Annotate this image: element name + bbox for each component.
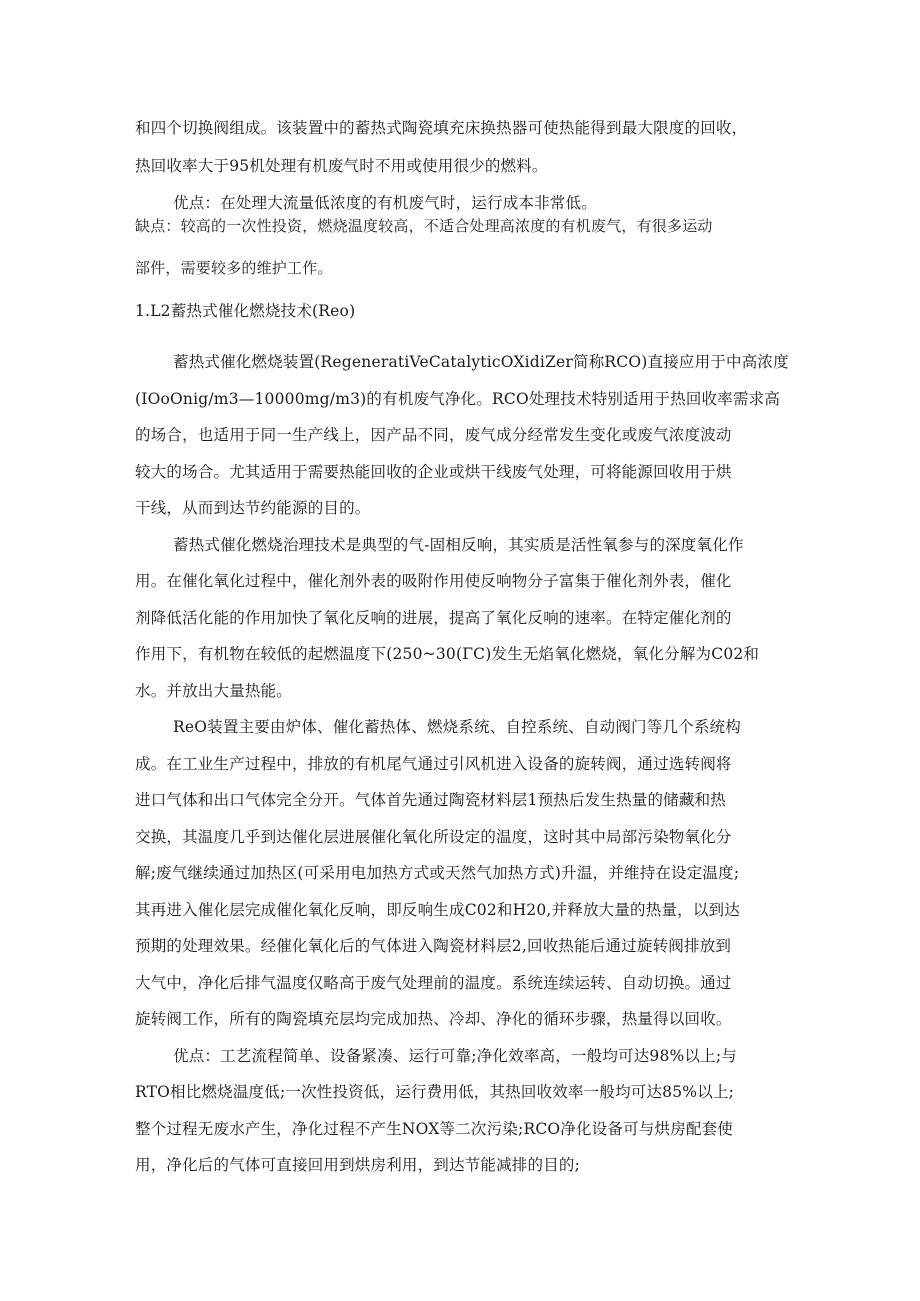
paragraph-line: 蓄热式催化燃烧装置(RegeneratiVeCatalyticOXidiZer简称RCO)直接应用于中高浓度	[173, 353, 789, 371]
paragraph-line: 水。并放出大量热能。	[135, 682, 293, 700]
paragraph-line: 作用下，有机物在较低的起燃温度下(250~30(ΓC)发生无焰氧化燃烧，氧化分解为C02和	[135, 645, 760, 663]
paragraph-line: 用。在催化氧化过程中，催化剂外表的吸附作用使反响物分子富集于催化剂外表，催化	[135, 572, 732, 590]
paragraph-line: 大气中，净化后排气温度仅略高于废气处理前的温度。系统连续运转、自动切换。通过	[135, 974, 732, 992]
paragraph-line: 和四个切换阀组成。该装置中的蓄热式陶瓷填充床换热器可使热能得到最大限度的回收，	[135, 119, 748, 137]
paragraph-line: (IOoOnig/m3—10000mg/m3)的有机废气净化。RCO处理技术特别适用于热回收率需求高	[135, 390, 781, 408]
paragraph-line: 解;废气继续通过加热区(可采用电加热方式或天然气加热方式)升温，并维持在设定温度;	[135, 864, 740, 882]
paragraph-line: 预期的处理效果。经催化氧化后的气体进入陶瓷材料层2,回收热能后通过旋转阀排放到	[135, 937, 732, 955]
paragraph-line: 整个过程无废水产生，净化过程不产生NOX等二次污染;RCO净化设备可与烘房配套使	[135, 1120, 733, 1138]
paragraph-line: ReO装置主要由炉体、催化蓄热体、燃烧系统、自控系统、自动阀门等几个系统构	[173, 718, 741, 736]
disadvantages-line: 缺点：较高的一次性投资，燃烧温度较高，不适合处理高浓度的有机废气，有很多运动	[135, 217, 713, 235]
paragraph-line: 旋转阀工作，所有的陶瓷填充层均完成加热、冷却、净化的循环步骤，热量得以回收。	[135, 1010, 732, 1028]
paragraph-line: 用，净化后的气体可直接回用到烘房利用，到达节能减排的目的;	[135, 1156, 581, 1174]
paragraph-line: 其再进入催化层完成催化氧化反响，即反响生成C02和H20,并释放大量的热量，以到达	[135, 901, 740, 919]
paragraph-line: 成。在工业生产过程中，排放的有机尾气通过引风机进入设备的旋转阀，通过选转阀将	[135, 755, 732, 773]
paragraph-line: 交换，其温度几乎到达催化层进展催化氧化所设定的温度，这时其中局部污染物氧化分	[135, 828, 732, 846]
advantages-line: 优点：工艺流程简单、设备紧凑、运行可靠;净化效率高，一般均可达98%以上;与	[173, 1047, 737, 1065]
paragraph-line: 蓄热式催化燃烧治理技术是典型的气-固相反响，其实质是活性氧参与的深度氧化作	[173, 536, 744, 554]
paragraph-line: 较大的场合。尤其适用于需要热能回收的企业或烘干线废气处理，可将能源回收用于烘	[135, 463, 732, 481]
disadvantages-line: 部件，需要较多的维护工作。	[135, 259, 333, 277]
section-heading: 1.L2蓄热式催化燃烧技术(Reo)	[135, 302, 356, 320]
advantages-line: 优点：在处理大流量低浓度的有机废气时，运行成本非常低。	[173, 194, 597, 212]
paragraph-line: 热回收率大于95机处理有机废气时不用或使用很少的燃料。	[135, 157, 548, 175]
paragraph-line: RTO相比燃烧温度低;一次性投资低，运行费用低，其热回收效率一般均可达85%以上;	[135, 1083, 735, 1101]
paragraph-line: 的场合，也适用于同一生产线上，因产品不同，废气成分经常发生变化或废气浓度波动	[135, 426, 732, 444]
paragraph-line: 干线，从而到达节约能源的目的。	[135, 499, 371, 517]
paragraph-line: 剂降低活化能的作用加快了氧化反响的进展，提高了氧化反响的速率。在特定催化剂的	[135, 609, 732, 627]
paragraph-line: 进口气体和出口气体完全分开。气体首先通过陶瓷材料层1预热后发生热量的储藏和热	[135, 791, 726, 809]
